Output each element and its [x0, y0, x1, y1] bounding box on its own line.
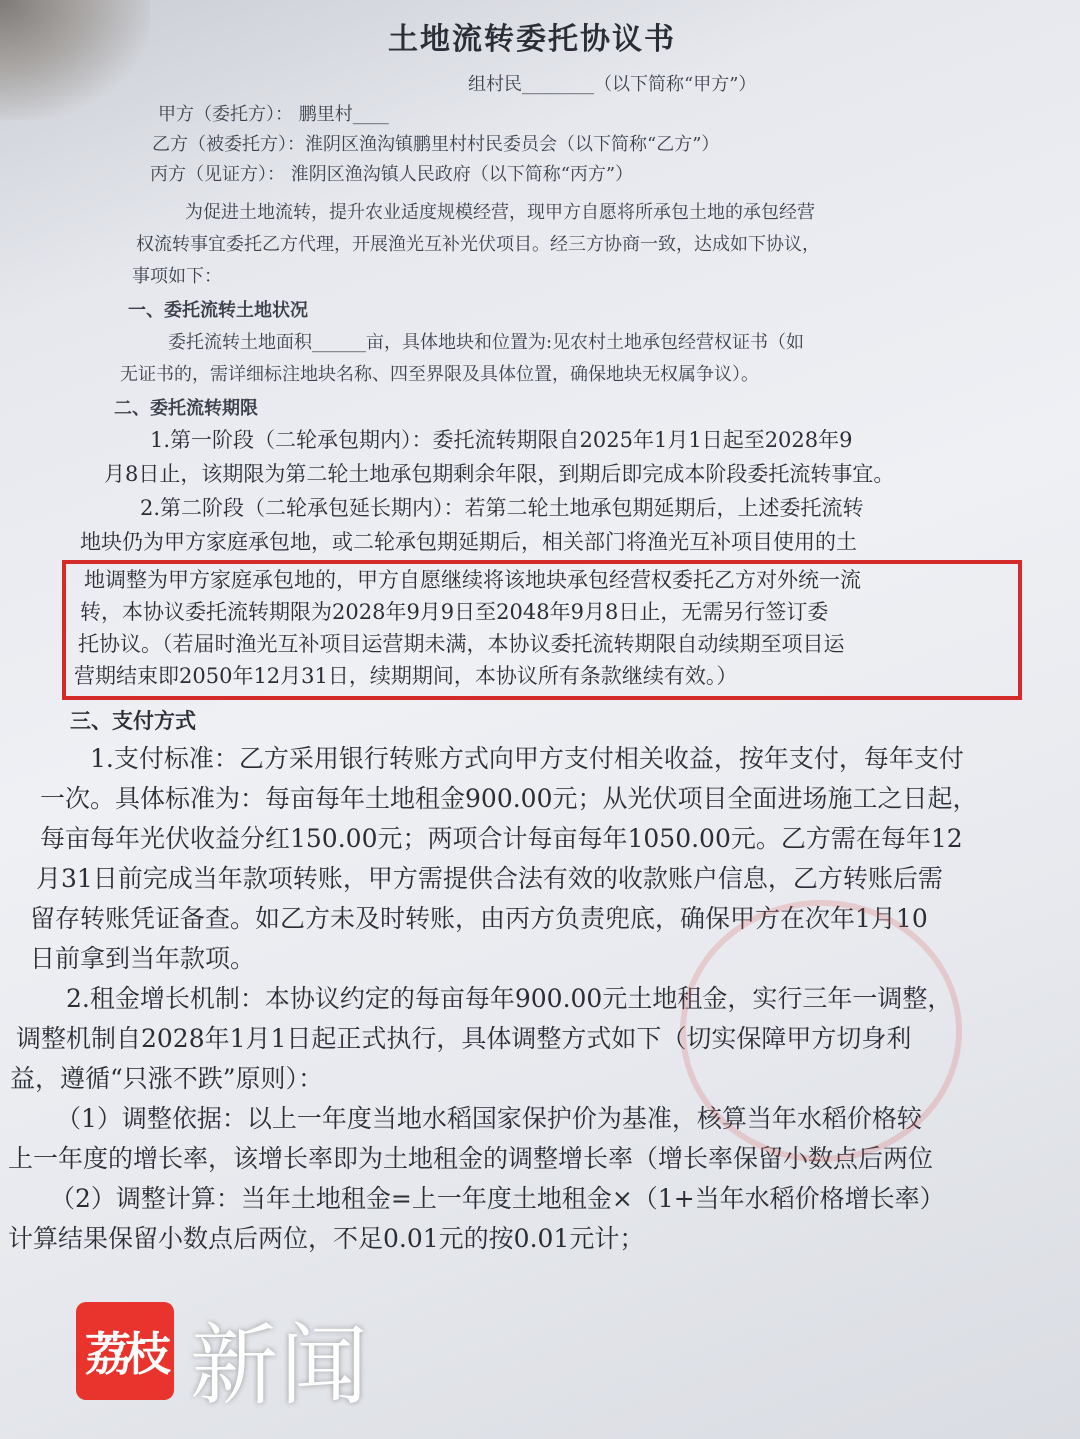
section-heading: 三、支付方式: [70, 708, 196, 733]
body-line: 月31日前完成当年款项转账，甲方需提供合法有效的收款账户信息，乙方转账后需: [36, 864, 943, 893]
body-line: 日前拿到当年款项。: [30, 944, 256, 973]
section-heading: 一、委托流转土地状况: [128, 300, 308, 321]
party-line: 组村民________（以下简称“甲方”）: [468, 74, 757, 95]
highlighted-line: 转，本协议委托流转期限为2028年9月9日至2048年9月8日止，无需另行签订委: [80, 600, 829, 624]
body-line: 1.第一阶段（二轮承包期内）：委托流转期限自2025年1月1日起至2028年9: [150, 428, 853, 452]
body-line: 一次。具体标准为：每亩每年土地租金900.00元；从光伏项目全面进场施工之日起，: [40, 784, 978, 813]
body-line: 1.支付标准：乙方采用银行转账方式向甲方支付相关收益，按年支付，每年支付: [90, 744, 964, 773]
body-line: 调整机制自2028年1月1日起正式执行，具体调整方式如下（切实保障甲方切身利: [16, 1024, 912, 1053]
party-line: 乙方（被委托方）：淮阴区渔沟镇鹏里村村民委员会（以下简称“乙方”）: [152, 134, 720, 155]
body-line: （2）调整计算：当年土地租金=上一年度土地租金×（1+当年水稻价格增长率）: [50, 1184, 945, 1213]
party-line: 丙方（见证方）： 淮阴区渔沟镇人民政府（以下简称“丙方”）: [150, 164, 634, 185]
section-heading: 二、委托流转期限: [114, 398, 258, 419]
body-line: （1）调整依据：以上一年度当地水稻国家保护价为基准，核算当年水稻价格较: [56, 1104, 922, 1133]
body-line: 留存转账凭证备查。如乙方未及时转账，由丙方负责兜底，确保甲方在次年1月10: [30, 904, 928, 933]
body-line: 地块仍为甲方家庭承包地，或二轮承包期延期后，相关部门将渔光互补项目使用的土: [80, 530, 857, 554]
official-seal: [680, 900, 962, 1162]
body-line: 上一年度的增长率，该增长率即为土地租金的调整增长率（增长率保留小数点后两位: [8, 1144, 934, 1173]
finger-shadow: [0, 0, 150, 120]
body-line: 委托流转土地面积______亩，具体地块和位置为:见农村土地承包经营权证书（如: [168, 332, 805, 353]
intro-line: 为促进土地流转，提升农业适度规模经营，现甲方自愿将所承包土地的承包经营: [185, 202, 815, 223]
body-line: 每亩每年光伏收益分红150.00元；两项合计每亩每年1050.00元。乙方需在每年12: [40, 824, 963, 853]
body-line: 2.第二阶段（二轮承包延长期内）：若第二轮土地承包期延期后，上述委托流转: [140, 496, 864, 520]
party-line: 甲方（委托方）： 鹏里村____: [158, 104, 389, 125]
body-line: 计算结果保留小数点后两位，不足0.01元的按0.01元计；: [8, 1224, 645, 1253]
highlighted-line: 营期结束即2050年12月31日，续期期间，本协议所有条款继续有效。）: [74, 664, 738, 688]
document-title: 土地流转委托协议书: [388, 22, 676, 57]
highlighted-line: 托协议。（若届时渔光互补项目运营期未满，本协议委托流转期限自动续期至项目运: [78, 632, 845, 656]
intro-line: 权流转事宜委托乙方代理，开展渔光互补光伏项目。经三方协商一致，达成如下协议，: [136, 234, 820, 255]
body-line: 益，遵循“只涨不跌”原则）：: [10, 1064, 324, 1093]
highlighted-line: 地调整为甲方家庭承包地的，甲方自愿继续将该地块承包经营权委托乙方对外统一流: [84, 568, 861, 592]
brand-watermark-text: 新闻: [190, 1314, 371, 1417]
brand-logo: 荔枝: [76, 1302, 174, 1400]
highlight-box: [62, 560, 1022, 700]
body-line: 月8日止，该期限为第二轮土地承包期剩余年限，到期后即完成本阶段委托流转事宜。: [104, 462, 895, 486]
body-line: 2.租金增长机制：本协议约定的每亩每年900.00元土地租金，实行三年一调整，: [66, 984, 953, 1013]
intro-line: 事项如下：: [132, 266, 222, 287]
body-line: 无证书的，需详细标注地块名称、四至界限及具体位置，确保地块无权属争议）。: [120, 364, 759, 385]
